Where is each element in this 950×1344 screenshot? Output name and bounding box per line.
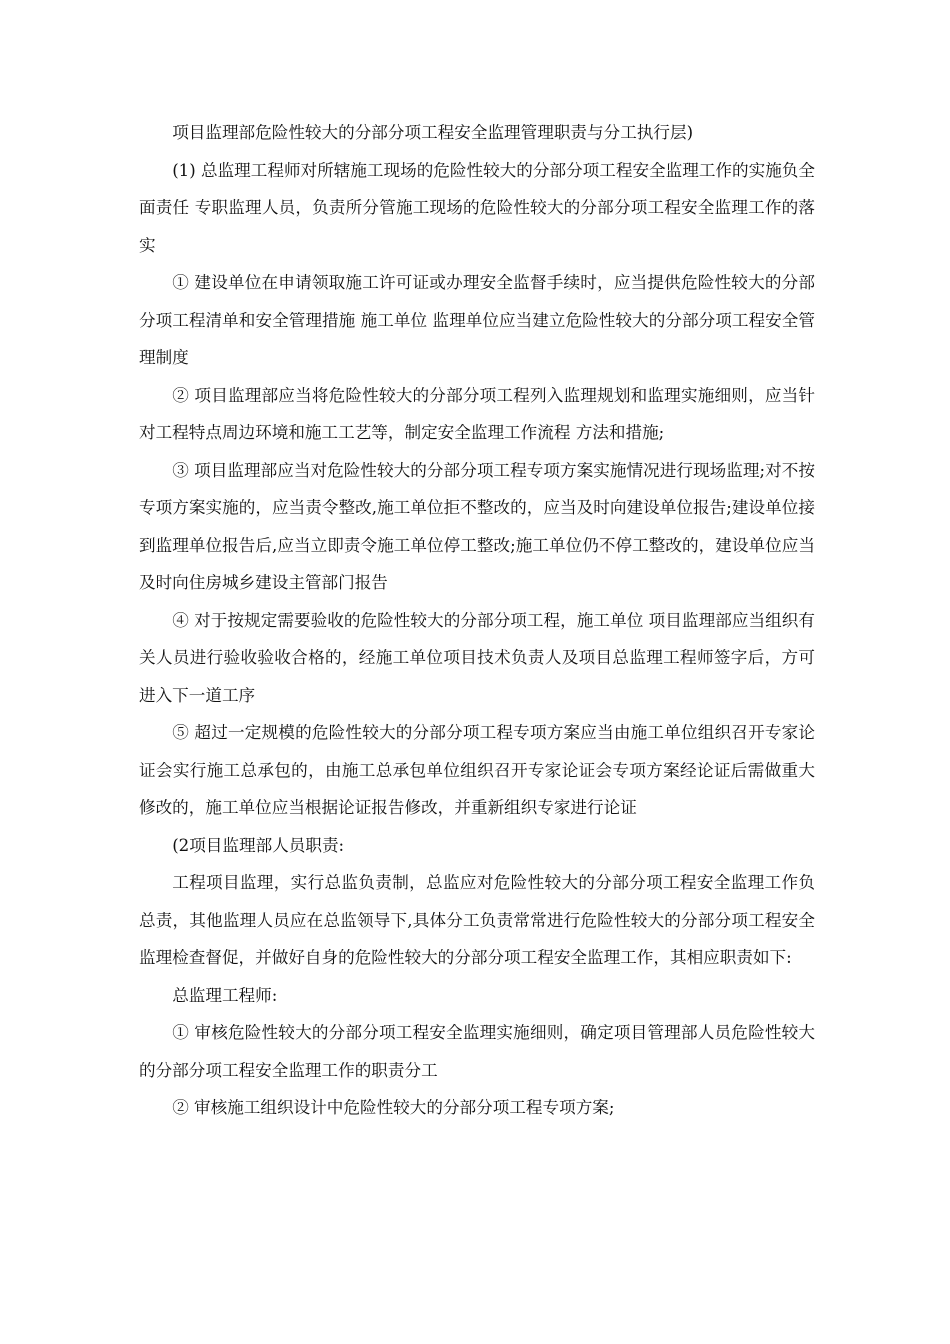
paragraph-intro: 工程项目监理，实行总监负责制，总监应对危险性较大的分部分项工程安全监理工作负总责，其他监理人员应在总监领导下,具体分工负责常常进行危险性较大的分部分项工程安全监理检查督促，并做好自身的危险性较大的分部分项工程安全监理工作，其相应职责如下: xyxy=(139,873,815,967)
document-body xyxy=(139,114,815,1127)
paragraph-circled-2: ② 项目监理部应当将危险性较大的分部分项工程列入监理规划和监理实施细则，应当针对工程特点周边环境和施工工艺等，制定安全监理工作流程 方法和措施; xyxy=(139,385,815,442)
paragraph-chief-duty-1: ① 审核危险性较大的分部分项工程安全监理实施细则，确定项目管理部人员危险性较大的分部分项工程安全监理工作的职责分工 xyxy=(139,1023,815,1080)
paragraph-circled-3: ③ 项目监理部应当对危险性较大的分部分项工程专项方案实施情况进行现场监理;对不按专项方案实施的，应当责令整改,施工单位拒不整改的，应当及时向建设单位报告;建设单位接到监理单位报告后,应当立即责令施工单位停工整改;施工单位仍不停工整改的，建设单位应当及时向住房城乡建设主管部门报告 xyxy=(139,460,815,592)
paragraph-chief-heading: 总监理工程师: xyxy=(172,985,278,1005)
paragraph-chief-duty-2: ② 审核施工组织设计中危险性较大的分部分项工程专项方案; xyxy=(172,1098,615,1117)
paragraph-title: 项目监理部危险性较大的分部分项工程安全监理管理职责与分工执行层) xyxy=(172,123,694,142)
paragraph-circled-1: ① 建设单位在申请领取施工许可证或办理安全监督手续时，应当提供危险性较大的分部分项工程清单和安全管理措施 施工单位 监理单位应当建立危险性较大的分部分项工程安全管理制度 xyxy=(139,273,815,367)
paragraph-circled-4: ④ 对于按规定需要验收的危险性较大的分部分项工程，施工单位 项目监理部应当组织有关人员进行验收验收合格的，经施工单位项目技术负责人及项目总监理工程师签字后，方可进入下一道工序 xyxy=(139,610,815,705)
paragraph-item-2-heading: (2项目监理部人员职责: xyxy=(172,835,345,855)
paragraph-circled-5: ⑤ 超过一定规模的危险性较大的分部分项工程专项方案应当由施工单位组织召开专家论证会实行施工总承包的，由施工总承包单位组织召开专家论证会专项方案经论证后需做重大修改的，施工单位应当根据论证报告修改，并重新组织专家进行论证 xyxy=(139,723,815,817)
paragraph-item-1: (1) 总监理工程师对所辖施工现场的危险性较大的分部分项工程安全监理工作的实施负全面责任 专职监理人员，负责所分管施工现场的危险性较大的分部分项工程安全监理工作的落实 xyxy=(139,160,815,255)
